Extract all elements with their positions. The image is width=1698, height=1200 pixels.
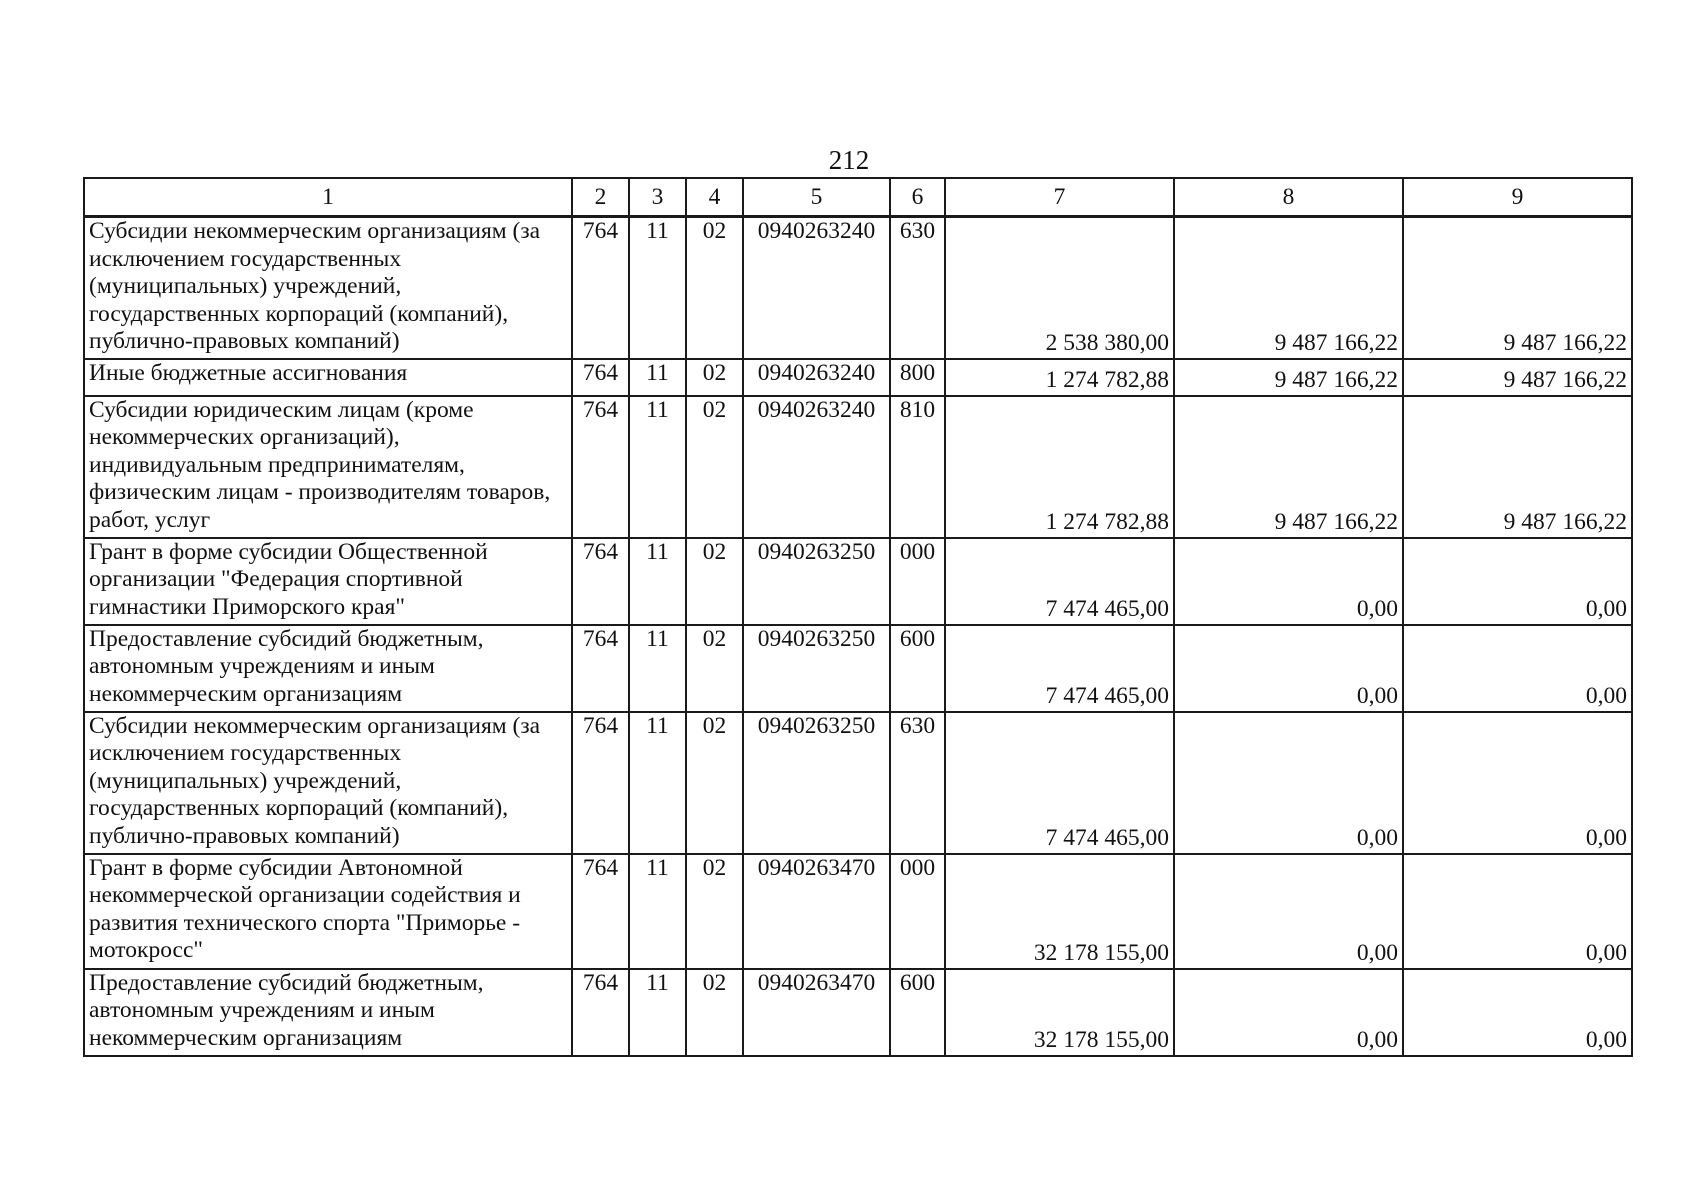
row-amount-col8: 0,00 (1174, 712, 1403, 854)
row-amount-col9: 0,00 (1403, 712, 1632, 854)
row-section-code: 11 (629, 854, 686, 969)
table-row (84, 359, 1632, 396)
row-amount-col8: 0,00 (1174, 538, 1403, 625)
row-subsection-code: 02 (686, 969, 743, 1056)
row-expense-type-code: 630 (890, 217, 945, 359)
row-amount-col7: 7 474 465,00 (945, 538, 1174, 625)
header-col-8: 8 (1174, 178, 1403, 217)
row-name: Субсидии некоммерческим организациям (за исключением государственных (муниципальных) учреждений, государственных корпораций (компаний), публично-правовых компаний) (84, 712, 572, 854)
table-row (84, 538, 1632, 625)
header-row (84, 178, 1632, 217)
row-subsection-code: 02 (686, 625, 743, 712)
row-ministry-code: 764 (572, 969, 629, 1056)
row-amount-col8: 0,00 (1174, 625, 1403, 712)
row-target-code: 0940263250 (743, 712, 890, 854)
row-name: Предоставление субсидий бюджетным, автономным учреждениям и иным некоммерческим организациям (84, 625, 572, 712)
row-expense-type-code: 810 (890, 396, 945, 538)
row-amount-col8: 9 487 166,22 (1174, 396, 1403, 538)
row-subsection-code: 02 (686, 359, 743, 396)
row-section-code: 11 (629, 396, 686, 538)
row-amount-col9: 9 487 166,22 (1403, 359, 1632, 396)
row-target-code: 0940263250 (743, 538, 890, 625)
row-amount-col9: 9 487 166,22 (1403, 396, 1632, 538)
row-amount-col9: 0,00 (1403, 625, 1632, 712)
row-section-code: 11 (629, 538, 686, 625)
row-section-code: 11 (629, 625, 686, 712)
row-amount-col7: 7 474 465,00 (945, 712, 1174, 854)
table-row (84, 854, 1632, 969)
row-expense-type-code: 000 (890, 538, 945, 625)
row-ministry-code: 764 (572, 217, 629, 359)
header-col-6: 6 (890, 178, 945, 217)
header-col-5: 5 (743, 178, 890, 217)
row-amount-col8: 0,00 (1174, 854, 1403, 969)
budget-table (83, 177, 1633, 1057)
row-amount-col7: 2 538 380,00 (945, 217, 1174, 359)
header-col-1: 1 (84, 178, 572, 217)
page-number: 212 (828, 145, 870, 175)
row-name: Иные бюджетные ассигнования (84, 359, 572, 396)
header-col-4: 4 (686, 178, 743, 217)
row-subsection-code: 02 (686, 396, 743, 538)
row-subsection-code: 02 (686, 217, 743, 359)
row-ministry-code: 764 (572, 396, 629, 538)
row-expense-type-code: 000 (890, 854, 945, 969)
row-amount-col7: 7 474 465,00 (945, 625, 1174, 712)
header-col-2: 2 (572, 178, 629, 217)
row-target-code: 0940263470 (743, 854, 890, 969)
row-target-code: 0940263240 (743, 217, 890, 359)
row-expense-type-code: 600 (890, 625, 945, 712)
table-row (84, 625, 1632, 712)
row-ministry-code: 764 (572, 712, 629, 854)
row-name: Грант в форме субсидии Общественной организации "Федерация спортивной гимнастики Приморского края" (84, 538, 572, 625)
row-subsection-code: 02 (686, 712, 743, 854)
row-expense-type-code: 800 (890, 359, 945, 396)
row-ministry-code: 764 (572, 625, 629, 712)
row-subsection-code: 02 (686, 538, 743, 625)
row-amount-col9: 9 487 166,22 (1403, 217, 1632, 359)
table-row (84, 396, 1632, 538)
row-section-code: 11 (629, 359, 686, 396)
row-target-code: 0940263250 (743, 625, 890, 712)
row-amount-col8: 0,00 (1174, 969, 1403, 1056)
header-col-9: 9 (1403, 178, 1632, 217)
row-target-code: 0940263470 (743, 969, 890, 1056)
table-row (84, 712, 1632, 854)
row-name: Грант в форме субсидии Автономной некоммерческой организации содействия и развития технического спорта "Приморье - мотокросс" (84, 854, 572, 969)
header-col-3: 3 (629, 178, 686, 217)
table-row (84, 969, 1632, 1056)
row-name: Субсидии некоммерческим организациям (за исключением государственных (муниципальных) учреждений, государственных корпораций (компаний), публично-правовых компаний) (84, 217, 572, 359)
row-section-code: 11 (629, 712, 686, 854)
row-ministry-code: 764 (572, 854, 629, 969)
table-row (84, 217, 1632, 359)
row-target-code: 0940263240 (743, 396, 890, 538)
row-target-code: 0940263240 (743, 359, 890, 396)
row-name: Субсидии юридическим лицам (кроме некоммерческих организаций), индивидуальным предпринимателям, физическим лицам - производителям товаров, работ, услуг (84, 396, 572, 538)
row-section-code: 11 (629, 217, 686, 359)
row-amount-col7: 1 274 782,88 (945, 359, 1174, 396)
row-ministry-code: 764 (572, 538, 629, 625)
row-expense-type-code: 600 (890, 969, 945, 1056)
row-subsection-code: 02 (686, 854, 743, 969)
row-amount-col8: 9 487 166,22 (1174, 217, 1403, 359)
row-expense-type-code: 630 (890, 712, 945, 854)
header-col-7: 7 (945, 178, 1174, 217)
row-amount-col7: 32 178 155,00 (945, 969, 1174, 1056)
row-ministry-code: 764 (572, 359, 629, 396)
row-amount-col8: 9 487 166,22 (1174, 359, 1403, 396)
row-amount-col9: 0,00 (1403, 969, 1632, 1056)
row-name: Предоставление субсидий бюджетным, автономным учреждениям и иным некоммерческим организациям (84, 969, 572, 1056)
row-amount-col7: 32 178 155,00 (945, 854, 1174, 969)
row-section-code: 11 (629, 969, 686, 1056)
row-amount-col9: 0,00 (1403, 854, 1632, 969)
row-amount-col9: 0,00 (1403, 538, 1632, 625)
row-amount-col7: 1 274 782,88 (945, 396, 1174, 538)
